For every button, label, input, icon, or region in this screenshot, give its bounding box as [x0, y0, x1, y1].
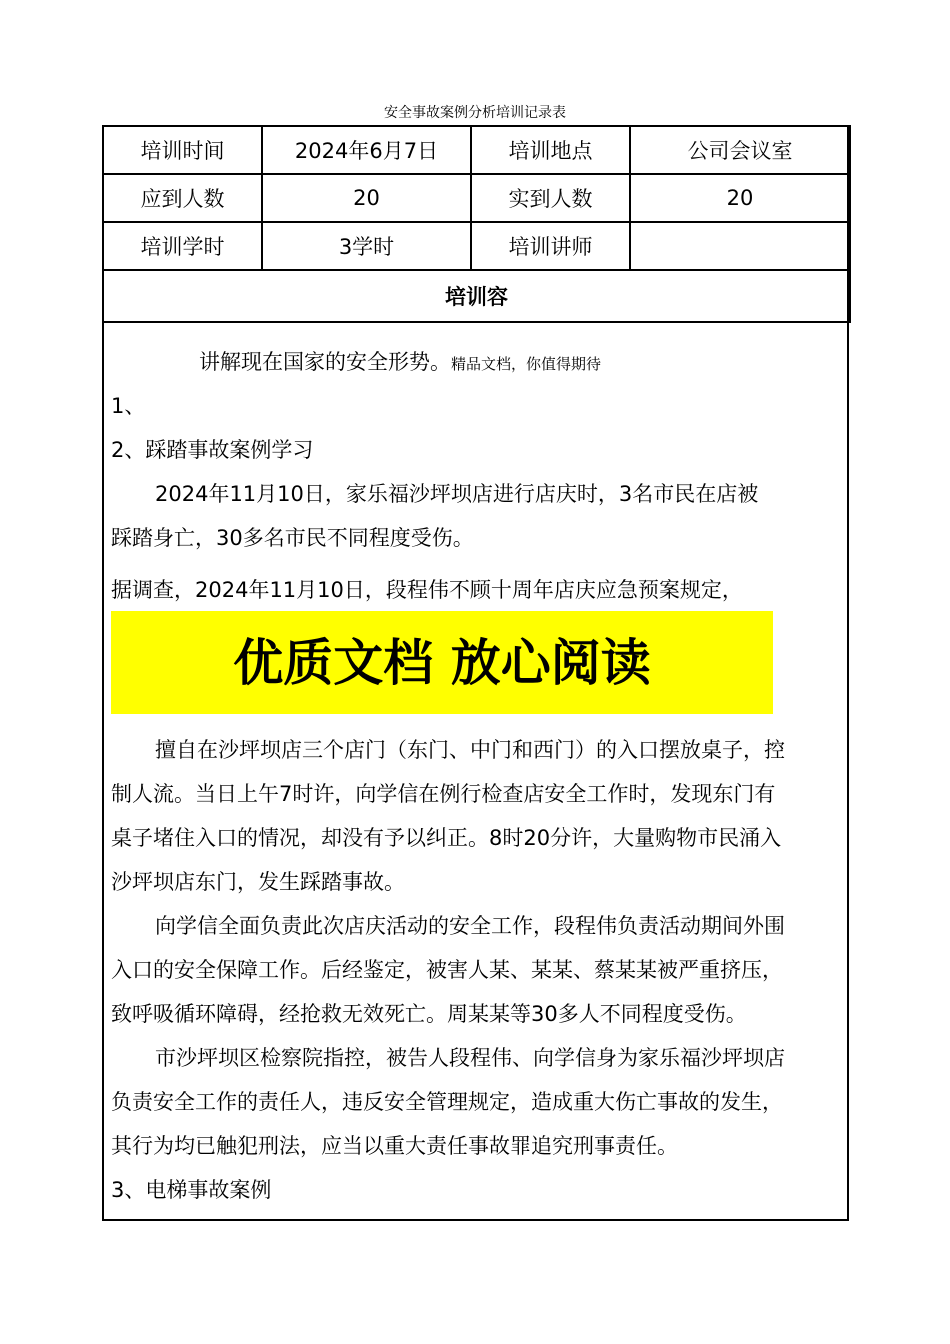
label-trainer: 培训讲师	[471, 222, 630, 270]
training-content	[111, 340, 843, 612]
intro-note: 精品文档，你值得期待	[451, 355, 602, 373]
paragraph-3-line: 制人流。当日上午7时许，向学信在例行检查店安全工作时，发现东门有	[111, 782, 776, 806]
paragraph-3-line: 擅自在沙坪坝店三个店门（东门、中门和西门）的入口摆放桌子，控	[155, 738, 785, 762]
training-info-table	[102, 125, 851, 323]
table-row	[103, 174, 850, 222]
value-expected-attendees: 20	[262, 174, 471, 222]
intro-text: 讲解现在国家的安全形势。	[199, 350, 451, 374]
paragraph-3-line: 桌子堵住入口的情况，却没有予以纠正。8时20分许，大量购物市民涌入	[111, 826, 782, 850]
paragraph-3-line: 沙坪坝店东门，发生踩踏事故。	[111, 870, 405, 894]
paragraph-2-line: 据调查，2024年11月10日，段程伟不顾十周年店庆应急预案规定，	[111, 578, 743, 602]
table-row	[103, 270, 850, 322]
value-trainer	[630, 222, 850, 270]
paragraph-4-line: 入口的安全保障工作。后经鉴定，被害人某、某某、蔡某某被严重挤压，	[111, 958, 783, 982]
table-row	[103, 126, 850, 174]
item-1: 1、	[111, 394, 146, 418]
intro-line	[111, 340, 843, 384]
label-expected-attendees: 应到人数	[103, 174, 262, 222]
label-training-time: 培训时间	[103, 126, 262, 174]
paragraph-5-line: 市沙坪坝区检察院指控，被告人段程伟、向学信身为家乐福沙坪坝店	[155, 1046, 785, 1070]
content-heading: 培训容	[103, 270, 850, 322]
training-content-continued	[111, 728, 843, 1212]
label-training-location: 培训地点	[471, 126, 630, 174]
paragraph-1-line: 2024年11月10日，家乐福沙坪坝店进行店庆时，3名市民在店被	[155, 482, 759, 506]
value-actual-attendees: 20	[630, 174, 850, 222]
document-title: 安全事故案例分析培训记录表	[384, 105, 566, 121]
table-row	[103, 222, 850, 270]
paragraph-5-line: 负责安全工作的责任人，违反安全管理规定，造成重大伤亡事故的发生，	[111, 1090, 783, 1114]
paragraph-5-line: 其行为均已触犯刑法，应当以重大责任事故罪追究刑事责任。	[111, 1134, 678, 1158]
value-training-hours: 3学时	[262, 222, 471, 270]
item-3: 3、电梯事故案例	[111, 1178, 272, 1202]
promo-banner: 优质文档 放心阅读	[111, 611, 773, 714]
value-training-time: 2024年6月7日	[262, 126, 471, 174]
paragraph-4-line: 致呼吸循环障碍，经抢救无效死亡。周某某等30多人不同程度受伤。	[111, 1002, 747, 1026]
value-training-location: 公司会议室	[630, 126, 850, 174]
label-actual-attendees: 实到人数	[471, 174, 630, 222]
label-training-hours: 培训学时	[103, 222, 262, 270]
item-2: 2、踩踏事故案例学习	[111, 438, 314, 462]
paragraph-1-line: 踩踏身亡，30多名市民不同程度受伤。	[111, 526, 474, 550]
paragraph-4-line: 向学信全面负责此次店庆活动的安全工作，段程伟负责活动期间外围	[155, 914, 785, 938]
